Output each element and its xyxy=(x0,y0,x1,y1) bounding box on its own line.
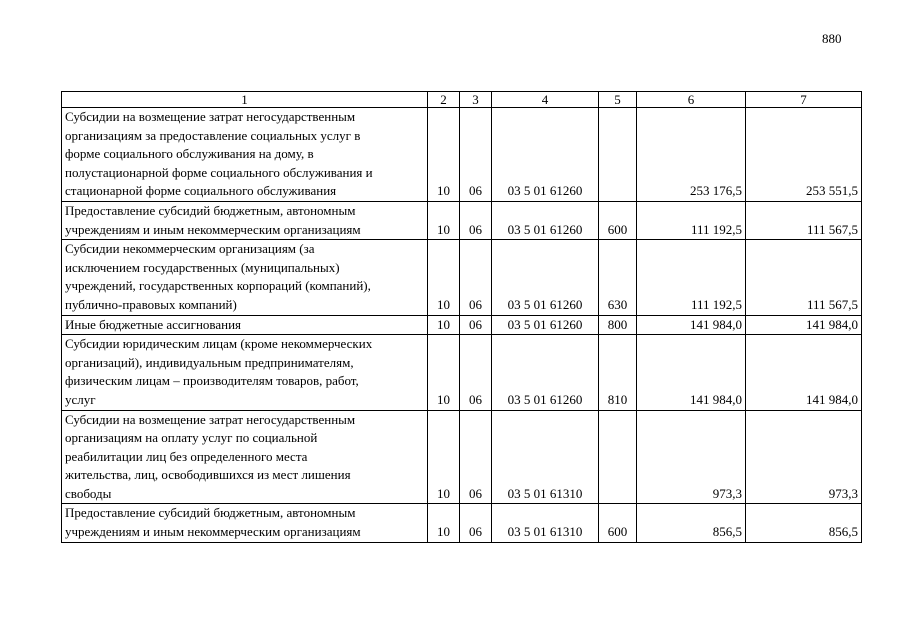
expense-type-code xyxy=(599,410,637,504)
subsection-code: 06 xyxy=(460,315,492,335)
target-article-code: 03 5 01 61310 xyxy=(492,504,599,542)
row-description: Субсидии на возмещение затрат негосударственным организациям на оплату услуг по социальной реабилитации лиц без определенного места жительства, лиц, освободившихся из мест лишения свободы xyxy=(62,410,428,504)
header-cell: 6 xyxy=(637,92,746,108)
expense-type-code xyxy=(599,108,637,202)
subsection-code: 06 xyxy=(460,335,492,410)
subsection-code: 06 xyxy=(460,108,492,202)
row-description: Субсидии на возмещение затрат негосударственным организациям за предоставление социальных услуг в форме социального обслуживания на дому, в полустационарной форме социального обслуживания и стационарной форме социального обслуживания xyxy=(62,108,428,202)
target-article-code: 03 5 01 61260 xyxy=(492,201,599,239)
header-cell: 5 xyxy=(599,92,637,108)
amount-column-6: 111 192,5 xyxy=(637,240,746,315)
amount-column-6: 253 176,5 xyxy=(637,108,746,202)
header-cell: 4 xyxy=(492,92,599,108)
amount-column-7: 141 984,0 xyxy=(746,335,862,410)
target-article-code: 03 5 01 61260 xyxy=(492,335,599,410)
table-row xyxy=(62,335,862,410)
expense-type-code: 800 xyxy=(599,315,637,335)
amount-column-7: 111 567,5 xyxy=(746,201,862,239)
table-row xyxy=(62,410,862,504)
section-code: 10 xyxy=(428,108,460,202)
subsection-code: 06 xyxy=(460,504,492,542)
subsection-code: 06 xyxy=(460,201,492,239)
target-article-code: 03 5 01 61310 xyxy=(492,410,599,504)
row-description: Субсидии юридическим лицам (кроме некоммерческих организаций), индивидуальным предпринимателям, физическим лицам – производителям товаров, работ, услуг xyxy=(62,335,428,410)
section-code: 10 xyxy=(428,504,460,542)
expense-type-code: 600 xyxy=(599,504,637,542)
amount-column-7: 141 984,0 xyxy=(746,315,862,335)
subsection-code: 06 xyxy=(460,410,492,504)
section-code: 10 xyxy=(428,315,460,335)
table-header-row xyxy=(62,92,862,108)
row-description: Субсидии некоммерческим организациям (за исключением государственных (муниципальных) учреждений, государственных корпораций (компаний), публично-правовых компаний) xyxy=(62,240,428,315)
table-row xyxy=(62,201,862,239)
amount-column-6: 141 984,0 xyxy=(637,335,746,410)
amount-column-7: 253 551,5 xyxy=(746,108,862,202)
expense-type-code: 810 xyxy=(599,335,637,410)
row-description: Предоставление субсидий бюджетным, автономным учреждениям и иным некоммерческим организациям xyxy=(62,504,428,542)
target-article-code: 03 5 01 61260 xyxy=(492,108,599,202)
table-row xyxy=(62,504,862,542)
row-description: Предоставление субсидий бюджетным, автономным учреждениям и иным некоммерческим организациям xyxy=(62,201,428,239)
amount-column-6: 973,3 xyxy=(637,410,746,504)
expense-type-code: 630 xyxy=(599,240,637,315)
budget-table xyxy=(61,91,862,543)
amount-column-7: 111 567,5 xyxy=(746,240,862,315)
header-cell: 1 xyxy=(62,92,428,108)
section-code: 10 xyxy=(428,240,460,315)
amount-column-7: 973,3 xyxy=(746,410,862,504)
amount-column-7: 856,5 xyxy=(746,504,862,542)
page-number: 880 xyxy=(822,31,842,46)
table-row xyxy=(62,240,862,315)
target-article-code: 03 5 01 61260 xyxy=(492,315,599,335)
row-description: Иные бюджетные ассигнования xyxy=(62,315,428,335)
amount-column-6: 856,5 xyxy=(637,504,746,542)
header-cell: 2 xyxy=(428,92,460,108)
table-row xyxy=(62,108,862,202)
section-code: 10 xyxy=(428,335,460,410)
expense-type-code: 600 xyxy=(599,201,637,239)
amount-column-6: 111 192,5 xyxy=(637,201,746,239)
section-code: 10 xyxy=(428,410,460,504)
section-code: 10 xyxy=(428,201,460,239)
table-row xyxy=(62,315,862,335)
header-cell: 3 xyxy=(460,92,492,108)
amount-column-6: 141 984,0 xyxy=(637,315,746,335)
target-article-code: 03 5 01 61260 xyxy=(492,240,599,315)
header-cell: 7 xyxy=(746,92,862,108)
subsection-code: 06 xyxy=(460,240,492,315)
